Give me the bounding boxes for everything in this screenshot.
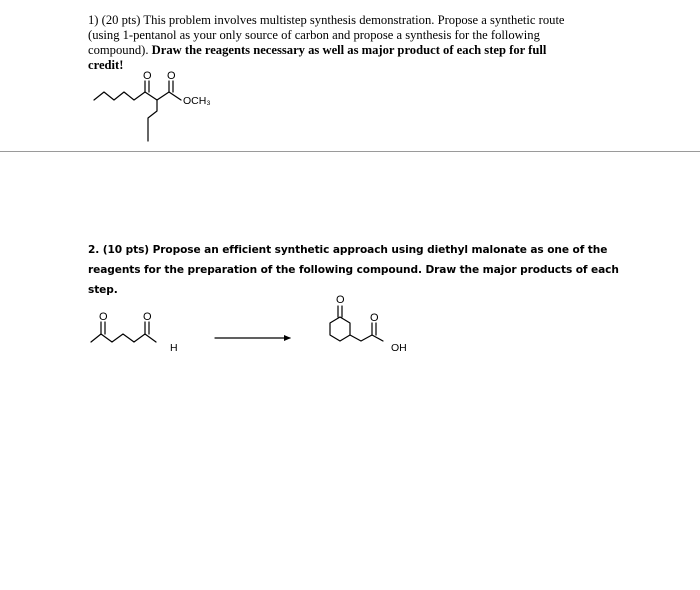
q1-line-4: credit!: [88, 58, 124, 72]
q2-sm-chain: [91, 334, 156, 342]
q2-sm-oxygen-2: O: [143, 311, 152, 323]
q1-line-1: 1) (20 pts) This problem involves multistep synthesis demonstration. Propose a synthetic route: [88, 13, 565, 27]
q1-line-3-normal: compound).: [88, 43, 152, 57]
q2-product-side-chain: [350, 335, 383, 341]
q2-line-1: 2. (10 pts) Propose an efficient synthetic approach using diethyl malonate as one of the: [88, 244, 608, 256]
q2-arrow-head: [284, 335, 291, 341]
q1-ester-label: OCH₃: [183, 95, 211, 107]
q2-product-ketone-oxygen: O: [336, 294, 345, 306]
q2-line-2: reagents for the preparation of the following compound. Draw the major products of each step.: [88, 264, 619, 296]
q2-sm-oxygen-1: O: [99, 311, 108, 323]
q2-product-ring: [330, 317, 350, 341]
q1-oxygen-2: O: [167, 70, 176, 82]
q2-sm-aldehyde-h: H: [170, 342, 178, 354]
q2-product-acid-oxygen: O: [370, 312, 379, 324]
q1-line-3-bold: Draw the reagents necessary as well as major product of each step for full: [151, 43, 547, 57]
q2-product-hydroxyl: OH: [391, 342, 407, 354]
q1-oxygen-1: O: [143, 70, 152, 82]
q1-line-2: (using 1-pentanol as your only source of carbon and propose a synthesis for the following: [88, 28, 540, 42]
